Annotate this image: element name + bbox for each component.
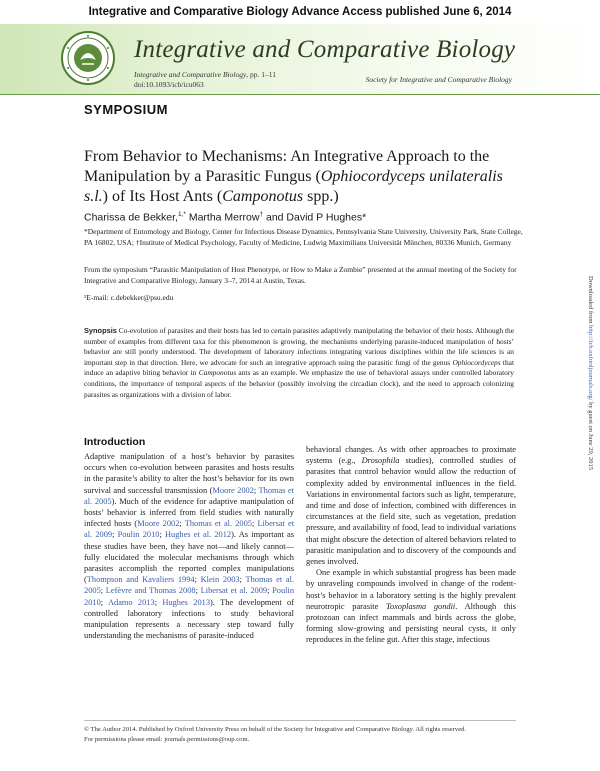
body-text: ;	[253, 485, 259, 495]
author-mark: †	[259, 211, 264, 218]
title-part: From Behavior to Mechanisms: An Integrative Approach to the Manipulation by a Parasitic Fungus (	[84, 148, 490, 185]
author-mark: 1,*	[177, 211, 186, 218]
citation-link[interactable]: Libersat et al. 2009	[200, 586, 268, 596]
citation-block	[134, 70, 276, 90]
body-text: ;	[100, 597, 108, 607]
body-column-left	[84, 451, 294, 641]
journal-title: Integrative and Comparative Biology	[134, 36, 516, 63]
citation-link[interactable]: Thompson and Kavaliers 1994	[86, 575, 195, 585]
body-text: ;	[154, 597, 163, 607]
abstract-genus: Ophiocordyceps	[452, 357, 501, 367]
author-name: and David P Hughes*	[263, 211, 367, 224]
body-text: ;	[239, 575, 246, 585]
body-text: ). Much of the evidence for adaptive manipulation of hosts’ behavior is inferred from field studies with naturally infected hosts (	[84, 496, 294, 529]
advance-access-banner: Integrative and Comparative Biology Advance Access published June 6, 2014	[88, 6, 512, 18]
citation-link[interactable]: Adamo 2013	[107, 597, 155, 607]
body-text: ;	[194, 575, 201, 585]
body-text: ;	[179, 519, 185, 529]
body-text: ;	[159, 530, 165, 540]
body-text: ;	[251, 519, 258, 529]
body-text: ). As important as these studies have been, they have not—and likely cannot—fully elucidated the molecular mechanisms through which parasites accomplish the reported complex manipulations (	[84, 530, 294, 585]
abstract	[84, 326, 514, 400]
citation-link[interactable]: Moore 2002	[212, 485, 254, 495]
body-text: ;	[100, 586, 106, 596]
citation-link[interactable]: Lefèvre and Thomas 2008	[105, 586, 196, 596]
body-text: behavioral changes. As with other approaches to proximate systems (e.g.,	[306, 445, 516, 466]
society-seal-icon	[60, 30, 116, 86]
title-part: ) of Its Host Ants (	[102, 188, 223, 205]
permissions-line: For permissions please email: journals.permissions@oup.com.	[84, 735, 250, 743]
body-italic: Drosophila	[361, 456, 400, 466]
footer-rule	[84, 720, 516, 721]
copyright-footer	[84, 725, 516, 744]
body-text: . Although this protozoan can infect mammals and birds across the globe, forming slow-growing and persisting neural cysts, it only reproduces in the feline gut. After this stage, infectious	[306, 601, 516, 645]
abstract-text: that induce an adaptive biting behavior in	[84, 357, 514, 378]
body-text: ). The development of controlled laboratory infections to study behavioral manipulation represents a necessary step toward fully understanding the mechanisms of parasite-induced	[84, 597, 294, 641]
body-text: ;	[195, 586, 201, 596]
citation-link[interactable]: Thomas et al. 2005	[184, 519, 252, 529]
section-label: SYMPOSIUM	[84, 102, 168, 117]
author-name: Charissa de Bekker,	[84, 211, 178, 224]
symposium-note: From the symposium “Parasitic Manipulation of Host Phenotype, or How to Make a Zombie” presented at the annual meeting of the Society for Integrative and Comparative Biology, January 3–7, 2014 at Austin, Texas.	[84, 265, 517, 285]
society-name: Society for Integrative and Comparative Biology	[365, 75, 512, 84]
introduction-heading: Introduction	[84, 436, 146, 448]
citation-journal: Integrative and Comparative Biology	[134, 70, 247, 79]
author-list	[84, 211, 366, 224]
citation-link[interactable]: Thomas et al. 2005	[84, 485, 295, 506]
copyright-line: © The Author 2014. Published by Oxford University Press on behalf of the Society for Integrative and Comparative Biology. All rights reserved.	[84, 726, 467, 733]
citation-link[interactable]: Poulin 2010	[117, 530, 160, 540]
body-text: Adaptive manipulation of a host’s behavior by parasites occurs when co-evolution between parasites and hosts results in the parasite’s ability to alter the host’s behavior for its own survival and successful transmission (	[84, 452, 294, 495]
citation-link[interactable]: Libersat et al. 2009	[84, 519, 295, 540]
download-text: by guest on June 29, 2015	[587, 400, 594, 470]
citation-link[interactable]: Hughes et al. 2012	[164, 530, 232, 540]
download-sidebar	[584, 276, 596, 706]
abstract-label: Synopsis	[84, 326, 117, 335]
abstract-genus: Camponotus	[198, 368, 237, 378]
body-text: ;	[112, 530, 118, 540]
abstract-text: ants as an example. We emphasize the use of behavioral assays under controlled laboratory conditions, the importance of temporal aspects of the behavior (possibly involving the circadian clock), and the need to approach colonizing parasites as organizations with a division of labor.	[84, 368, 514, 399]
citation-link[interactable]: Hughes 2013	[162, 597, 211, 607]
author-name: Martha Merrow	[185, 211, 260, 224]
paragraph	[306, 444, 516, 567]
doi: doi:10.1093/icb/icu063	[134, 80, 204, 89]
download-notice	[587, 276, 594, 470]
body-text: studies), controlled studies of parasites that control behavior would allow the reduction of complexity added by environmental influences in the field. Variations in environmental factors such as light, temperature, and time and dose of infection, combined with differences in circumstances at the field site, such as vegetation, predation pressure, and availability of food, lead to individual variations that might obscure the detection of altered behaviors related to parasitic manipulation and to discovery of the compounds and genes involved.	[306, 456, 517, 567]
citation-pages: , pp. 1–11	[246, 70, 277, 79]
download-link[interactable]: http://icb.oxfordjournals.org/	[587, 325, 594, 401]
title-genus: Camponotus	[222, 188, 304, 205]
abstract-text: Co-evolution of parasites and their hosts has led to certain parasites adaptively manipulating the behavior of their hosts. Although the number of examples from different taxa for this phenomenon is growing, the mechanisms underlying parasite-induced manipulation of hosts’ behavior are still poorly understood. The development of laboratory infections integrating various disciplines within the life sciences is an important step in that direction. Here, we advocate for such an integrative approach using the parasitic fungi of the genus	[84, 326, 514, 367]
body-text: ;	[267, 586, 273, 596]
citation-link[interactable]: Thomas et al. 2005	[84, 575, 294, 596]
body-text: One example in which substantial progress has been made by unraveling compounds involved in change of the rodent-host’s behavior in a laboratory setting is the highly prevalent neurotropic parasite	[306, 568, 516, 611]
body-column-right	[306, 444, 516, 646]
corresponding-email: ¹E-mail: c.debekker@psu.edu	[84, 293, 174, 302]
header-rule	[0, 94, 600, 95]
citation-link[interactable]: Poulin 2010	[84, 586, 295, 607]
paragraph	[306, 567, 516, 645]
title-part: spp.)	[303, 188, 339, 205]
affiliations: *Department of Entomology and Biology, Center for Infectious Disease Dynamics, Pennsylvania State University, University Park, State College, PA 16802, USA; †Institute of Medical Psychology, Faculty of Medicine, Ludwig Maximilians Universität München, 80336 Munich, Germany	[84, 227, 523, 247]
title-species: Ophiocordyceps unilateralis s.l.	[84, 168, 503, 205]
citation-link[interactable]: Klein 2003	[200, 575, 240, 585]
body-italic: Toxoplasma gondii	[386, 601, 456, 611]
article-title	[84, 147, 524, 207]
paragraph	[84, 451, 294, 641]
citation-link[interactable]: Moore 2002	[137, 519, 180, 529]
download-text: Downloaded from	[587, 276, 594, 326]
